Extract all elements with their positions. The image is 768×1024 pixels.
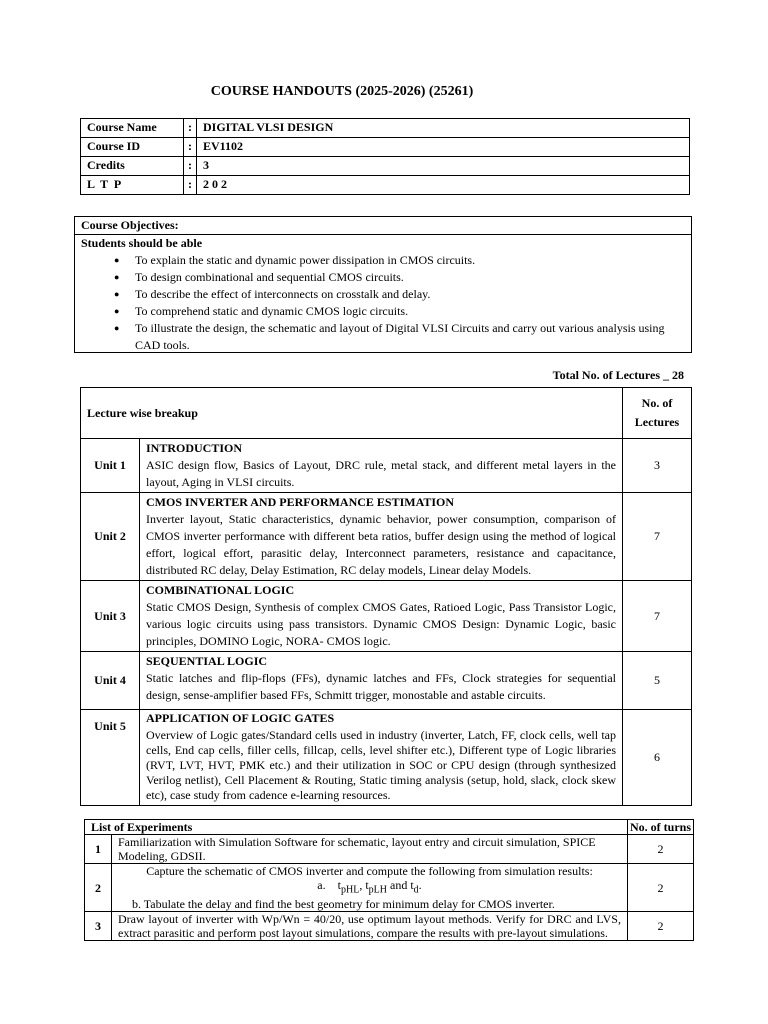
objectives-list <box>75 252 691 354</box>
unit-title: APPLICATION OF LOGIC GATES <box>146 711 335 725</box>
unit-lectures: 7 <box>623 493 692 581</box>
objective-item: ● To describe the effect of interconnects on crosstalk and delay. <box>135 286 691 303</box>
experiment-turns: 2 <box>627 835 693 864</box>
ltp-value: 2 0 2 <box>197 176 690 195</box>
course-name-label: Course Name <box>81 119 184 138</box>
colon: : <box>184 138 197 157</box>
experiment-turns: 2 <box>627 864 693 912</box>
experiment-row <box>85 835 694 864</box>
experiment-number: 2 <box>85 864 112 912</box>
subitem-sub: pHL <box>340 884 360 896</box>
subitem-t: t <box>337 878 341 892</box>
objective-item: ● To illustrate the design, the schematic and layout of Digital VLSI Circuits and carry out various analysis using CAD tools. <box>135 320 691 354</box>
subitem-sub: pLH <box>368 884 387 896</box>
subitem-marker: a. <box>317 878 326 892</box>
experiment-turns: 2 <box>627 912 693 941</box>
unit-title: INTRODUCTION <box>146 441 243 455</box>
course-id-label: Course ID <box>81 138 184 157</box>
experiments-header: List of Experiments <box>85 820 628 835</box>
course-id-value: EV1102 <box>197 138 690 157</box>
course-info-row <box>81 157 690 176</box>
unit-description: Static latches and flip-flops (FFs), dynamic latches and FFs, Clock strategies for sequential design, sense-amplifier based FFs, Schmitt trigger, monostable and astable circuits. <box>146 671 616 702</box>
unit-description: Static CMOS Design, Synthesis of complex CMOS Gates, Ratioed Logic, Pass Transistor Logic, various logic circuits using pass transistors. Dynamic CMOS Design: Dynamic Logic, basic principles, DOMINO Logic, NORA- CMOS logic. <box>146 600 616 648</box>
course-objectives-box <box>74 216 692 353</box>
course-info-row <box>81 138 690 157</box>
unit-content <box>140 710 623 806</box>
experiment-number: 1 <box>85 835 112 864</box>
unit-content <box>140 581 623 652</box>
unit-label: Unit 5 <box>81 710 140 806</box>
lecture-breakup-header: Lecture wise breakup <box>81 388 623 439</box>
unit-row <box>81 493 692 581</box>
unit-description: Inverter layout, Static characteristics, dynamic behavior, power consumption, comparison of CMOS inverter performance with different beta ratios, buffer design using the method of logical effort, logical effort, parasitic delay, Interconnect parameters, resistance and capacitance, distributed RC delay, Delay Estimation, RC delay models, Linear delay Models. <box>146 512 616 577</box>
unit-lectures: 6 <box>623 710 692 806</box>
lecture-breakup-table <box>80 387 692 806</box>
course-name-value: DIGITAL VLSI DESIGN <box>197 119 690 138</box>
objective-item: ● To explain the static and dynamic power dissipation in CMOS circuits. <box>135 252 691 269</box>
course-info-row <box>81 176 690 195</box>
experiment-content <box>112 864 628 912</box>
unit-label: Unit 2 <box>81 493 140 581</box>
unit-row <box>81 581 692 652</box>
turns-header: No. of turns <box>627 820 693 835</box>
unit-row <box>81 439 692 493</box>
credits-label: Credits <box>81 157 184 176</box>
experiment-number: 3 <box>85 912 112 941</box>
unit-lectures: 7 <box>623 581 692 652</box>
experiment-subitem-b: b. Tabulate the delay and find the best geometry for minimum delay for CMOS inverter. <box>132 897 555 912</box>
experiments-header-row <box>85 820 694 835</box>
unit-row <box>81 710 692 806</box>
unit-lectures: 5 <box>623 652 692 710</box>
unit-description: ASIC design flow, Basics of Layout, DRC rule, metal stack, and different metal layers in the layout, Aging in VLSI circuits. <box>146 458 616 489</box>
count-header-line2: Lectures <box>634 415 680 429</box>
unit-title: CMOS INVERTER AND PERFORMANCE ESTIMATION <box>146 495 455 509</box>
experiment-row <box>85 864 694 912</box>
course-info-row <box>81 119 690 138</box>
unit-content <box>140 493 623 581</box>
page-title: COURSE HANDOUTS (2025-2026) (25261) <box>210 84 474 99</box>
ltp-label: L T P <box>81 176 184 195</box>
colon: : <box>184 176 197 195</box>
objective-item: ● To comprehend static and dynamic CMOS logic circuits. <box>135 303 691 320</box>
experiment-subitem-a: a. $t_{pHL}$, $t_{pLH}$ and $t_d$. <box>317 878 422 896</box>
unit-content <box>140 652 623 710</box>
unit-description: Overview of Logic gates/Standard cells used in industry (inverter, Latch, FF, clock cells, well tap cells, End cap cells, filler cells, fillcap, cells, level shifter etc.), Different type of Logic libraries (RVT, LVT, HVT, PMK etc.) and their utilization in SOC or CPU design (through synthesized Verilog netlist), Cell Placement & Routing, Static timing analysis (setup, hold, slack, clock skew etc), case study from cadence e-learning resources. <box>146 728 616 802</box>
count-header-line1: No. of <box>641 396 673 410</box>
total-lectures: Total No. of Lectures _ 28 <box>552 368 684 382</box>
experiment-text: Draw layout of inverter with Wp/Wn = 40/20, use optimum layout methods. Verify for DRC and LVS, extract parasitic and perform post layout simulations, compare the results with pre-layout simulations. <box>112 912 628 941</box>
objective-item: ● To design combinational and sequential CMOS circuits. <box>135 269 691 286</box>
credits-value: 3 <box>197 157 690 176</box>
subitem-t: t <box>365 878 369 892</box>
unit-lectures: 3 <box>623 439 692 493</box>
objectives-heading: Course Objectives: <box>75 217 691 235</box>
unit-label: Unit 1 <box>81 439 140 493</box>
experiment-row <box>85 912 694 941</box>
experiment-text: Capture the schematic of CMOS inverter and compute the following from simulation results: <box>146 864 593 878</box>
experiment-text: Familiarization with Simulation Software for schematic, layout entry and circuit simulation, SPICE Modeling, GDSII. <box>112 835 628 864</box>
lecture-header-row <box>81 388 692 439</box>
unit-row <box>81 652 692 710</box>
colon: : <box>184 119 197 138</box>
unit-label: Unit 3 <box>81 581 140 652</box>
colon: : <box>184 157 197 176</box>
lectures-count-header <box>623 388 692 439</box>
subitem-and: and t <box>390 878 414 892</box>
course-info-table <box>80 118 690 195</box>
unit-content <box>140 439 623 493</box>
unit-label: Unit 4 <box>81 652 140 710</box>
experiments-table <box>84 819 694 941</box>
subitem-sub: d <box>413 884 419 896</box>
unit-title: COMBINATIONAL LOGIC <box>146 583 295 597</box>
unit-title: SEQUENTIAL LOGIC <box>146 654 268 668</box>
objectives-subheading: Students should be able <box>81 236 203 250</box>
